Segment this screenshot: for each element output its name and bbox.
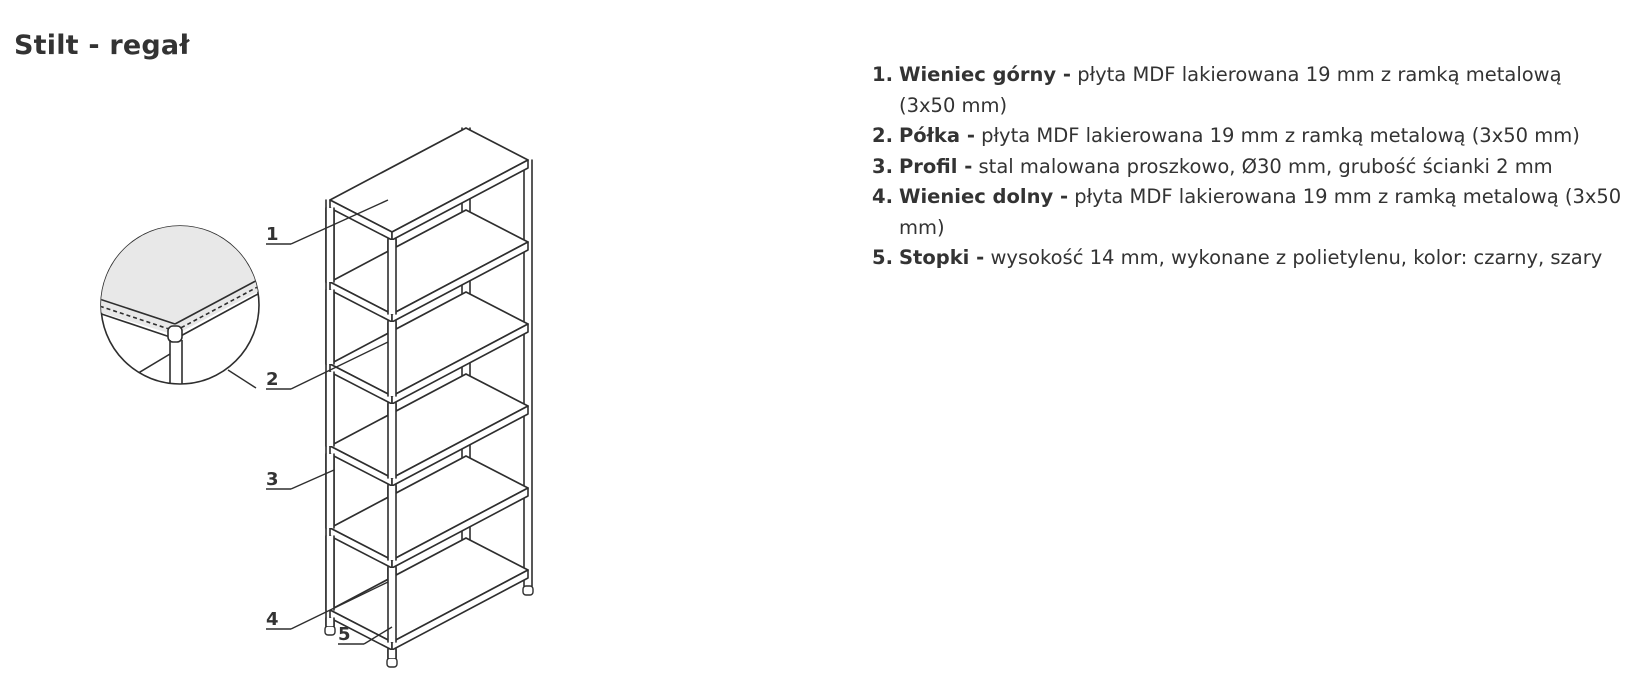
spec-number: 5. [872, 246, 893, 269]
callout-label-1: 1 [266, 224, 279, 245]
spec-number: 1. [872, 63, 893, 86]
spec-description: płyta MDF lakierowana 19 mm z ramką metalową (3x50 mm) [981, 124, 1580, 147]
post-segment [388, 240, 396, 314]
post-segment [388, 322, 396, 396]
spec-name: Profil - [898, 154, 973, 178]
callout-label-2: 2 [266, 369, 279, 390]
spec-item-top-board [872, 60, 1622, 121]
spec-name: Wieniec dolny - [898, 185, 1069, 208]
post-segment [326, 618, 334, 626]
spec-list [872, 60, 1622, 274]
post-segment [388, 486, 396, 560]
callout-label-5: 5 [338, 624, 351, 645]
spec-number: 4. [872, 185, 893, 208]
spec-item-shelf [872, 121, 1622, 152]
spec-item-profile [872, 152, 1622, 183]
shelf-drawing [325, 128, 533, 667]
spec-name: Półka - [898, 124, 975, 147]
spec-name: Stopki - [898, 246, 985, 269]
spec-name: Wieniec górny - [898, 63, 1071, 86]
post-segment [326, 372, 334, 446]
foot [325, 626, 335, 635]
spec-item-bottom-board [872, 182, 1622, 243]
foot [387, 658, 397, 667]
spec-description: płyta MDF lakierowana 19 mm z ramką metalową (3x50 mm) [898, 185, 1622, 239]
spec-number: 2. [872, 124, 893, 147]
spec-description: płyta MDF lakierowana 19 mm z ramką metalową (3x50 mm) [898, 63, 1562, 117]
detail-magnifier [60, 180, 280, 408]
post-segment [388, 650, 396, 658]
post-segment [388, 568, 396, 642]
callout-label-4: 4 [266, 609, 279, 630]
page-title: Stilt - regał [14, 30, 190, 61]
spec-number: 3. [872, 154, 893, 178]
spec-description: wysokość 14 mm, wykonane z polietylenu, kolor: czarny, szary [990, 246, 1603, 269]
post-segment [326, 208, 334, 282]
post-segment [388, 404, 396, 478]
spec-item-feet [872, 243, 1622, 274]
callout-label-3: 3 [266, 469, 279, 490]
post-segment [326, 536, 334, 610]
post-segment [326, 290, 334, 364]
post-segment [326, 454, 334, 528]
spec-description: stal malowana proszkowo, Ø30 mm, grubość ścianki 2 mm [978, 154, 1553, 178]
foot [523, 586, 533, 595]
